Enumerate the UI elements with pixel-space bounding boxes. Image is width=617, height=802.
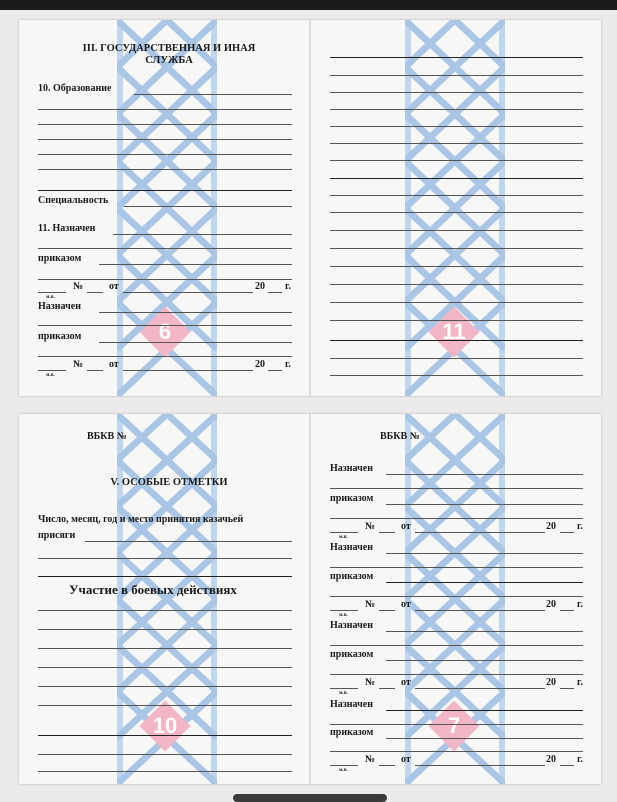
date-line (415, 532, 545, 533)
date-line (123, 370, 253, 371)
order-label: приказом (330, 649, 374, 660)
blank-line (330, 212, 583, 213)
number-sign: № (365, 754, 376, 765)
appointed-line (330, 724, 583, 725)
number-sign: № (365, 599, 376, 610)
appointed-line (386, 631, 583, 632)
order-number-line (330, 765, 358, 766)
appointed-line (330, 488, 583, 489)
order-label: приказом (38, 253, 82, 264)
order-line (38, 356, 292, 357)
appointed-line (38, 325, 292, 326)
oath-label-line1: Число, месяц, год и место принятия казачьей (38, 514, 244, 525)
from-label: от (401, 677, 411, 688)
vbkv-label: ВБКВ № (87, 431, 127, 442)
page-number-10: 10 (152, 713, 178, 738)
oath-line (38, 576, 292, 577)
order-line (330, 596, 583, 597)
year-prefix: 20 (546, 677, 556, 688)
blank-line (330, 57, 583, 58)
year-line (268, 370, 282, 371)
stamp-mark: м.п. (46, 295, 55, 300)
order-number-line (87, 370, 103, 371)
blank-line (330, 340, 583, 341)
date-line (123, 292, 253, 293)
appointed-label: Назначен (330, 542, 373, 553)
document-spread-bottom (19, 414, 601, 784)
appointed-label: 11. Назначен (38, 223, 96, 234)
order-line (386, 582, 583, 583)
blank-line (330, 160, 583, 161)
education-line (38, 169, 292, 170)
year-line (560, 532, 574, 533)
combat-line (38, 735, 292, 736)
blank-line (330, 358, 583, 359)
combat-line (38, 610, 292, 611)
appointed-label: Назначен (38, 301, 81, 312)
specialty-line (124, 206, 292, 207)
appointed-label: Назначен (330, 699, 373, 710)
order-line (99, 264, 292, 265)
order-label: приказом (330, 493, 374, 504)
appointed-line (386, 553, 583, 554)
combat-line (38, 667, 292, 668)
date-line (415, 765, 545, 766)
oath-line (38, 558, 292, 559)
year-suffix: г. (285, 359, 291, 370)
blank-line (330, 266, 583, 267)
education-line (38, 139, 292, 140)
order-number-line (330, 532, 358, 533)
order-number-line (38, 370, 66, 371)
year-suffix: г. (285, 281, 291, 292)
combat-line (38, 754, 292, 755)
order-line (38, 279, 292, 280)
combat-line (38, 686, 292, 687)
appointed-line (330, 567, 583, 568)
number-sign: № (73, 281, 84, 292)
year-suffix: г. (577, 677, 583, 688)
education-line (134, 94, 292, 95)
appointed-line (386, 710, 583, 711)
stamp-mark: м.п. (339, 768, 348, 773)
order-label: приказом (38, 331, 82, 342)
stamp-mark: м.п. (339, 691, 348, 696)
stamp-mark: м.п. (339, 535, 348, 540)
page-number-badge (140, 701, 191, 752)
page-fold (309, 20, 311, 396)
appointed-label: Назначен (330, 463, 373, 474)
from-label: от (109, 359, 119, 370)
page-number-badge (429, 701, 480, 752)
order-number-line (87, 292, 103, 293)
page-number-badge (140, 307, 191, 358)
education-line (38, 124, 292, 125)
education-line (38, 109, 292, 110)
blank-line (330, 178, 583, 179)
order-line (330, 751, 583, 752)
blank-line (330, 284, 583, 285)
page-number-6: 6 (158, 319, 172, 344)
year-suffix: г. (577, 754, 583, 765)
document-spread-top (19, 20, 601, 396)
appointed-line (386, 474, 583, 475)
appointed-line (99, 312, 292, 313)
blank-line (330, 109, 583, 110)
year-line (268, 292, 282, 293)
number-sign: № (365, 521, 376, 532)
specialty-label: Специальность (38, 195, 109, 206)
from-label: от (401, 754, 411, 765)
stamp-mark: м.п. (339, 613, 348, 618)
page-heading: V. ОСОБЫЕ ОТМЕТКИ (110, 477, 228, 488)
education-line (38, 154, 292, 155)
date-line (415, 610, 545, 611)
year-prefix: 20 (255, 281, 265, 292)
appointed-label: Назначен (330, 620, 373, 631)
education-label: 10. Образование (38, 83, 112, 94)
order-line (386, 504, 583, 505)
order-number-line (330, 610, 358, 611)
year-line (560, 765, 574, 766)
blank-line (330, 143, 583, 144)
blank-line (330, 230, 583, 231)
combat-line (38, 648, 292, 649)
blank-line (330, 302, 583, 303)
appointed-line (330, 645, 583, 646)
order-line (330, 518, 583, 519)
combat-line (38, 629, 292, 630)
stamp-mark: м.п. (46, 373, 55, 378)
order-line (386, 660, 583, 661)
blank-line (330, 126, 583, 127)
year-prefix: 20 (546, 599, 556, 610)
date-line (415, 688, 545, 689)
from-label: от (401, 599, 411, 610)
year-line (560, 688, 574, 689)
number-sign: № (365, 677, 376, 688)
order-label: приказом (330, 571, 374, 582)
home-indicator[interactable] (233, 794, 387, 802)
blank-line (330, 195, 583, 196)
blank-line (330, 92, 583, 93)
year-prefix: 20 (546, 521, 556, 532)
year-prefix: 20 (546, 754, 556, 765)
number-sign: № (73, 359, 84, 370)
blank-line (330, 320, 583, 321)
vbkv-label: ВБКВ № (380, 431, 420, 442)
blank-line (330, 248, 583, 249)
oath-label-line2: присяги (38, 530, 76, 541)
order-number-line (38, 292, 66, 293)
year-suffix: г. (577, 521, 583, 532)
order-number-line (379, 765, 395, 766)
combat-line (38, 771, 292, 772)
appointed-line (113, 234, 292, 235)
order-number-line (330, 688, 358, 689)
order-line (330, 674, 583, 675)
order-line (386, 738, 583, 739)
page-fold (309, 414, 311, 784)
page-heading: III. ГОСУДАРСТВЕННАЯ И ИНАЯ СЛУЖБА (82, 43, 256, 66)
order-line (99, 342, 292, 343)
from-label: от (109, 281, 119, 292)
oath-line (85, 541, 292, 542)
appointed-line (38, 248, 292, 249)
year-prefix: 20 (255, 359, 265, 370)
page-number-11: 11 (442, 319, 466, 344)
combat-label: Участие в боевых действиях (69, 582, 237, 597)
order-label: приказом (330, 727, 374, 738)
page-number-7: 7 (447, 713, 461, 738)
blank-line (330, 75, 583, 76)
order-number-line (379, 688, 395, 689)
from-label: от (401, 521, 411, 532)
year-line (560, 610, 574, 611)
blank-line (330, 375, 583, 376)
status-bar (0, 0, 617, 10)
order-number-line (379, 610, 395, 611)
education-line (38, 190, 292, 191)
year-suffix: г. (577, 599, 583, 610)
order-number-line (379, 532, 395, 533)
combat-line (38, 705, 292, 706)
page-number-badge (429, 307, 480, 358)
